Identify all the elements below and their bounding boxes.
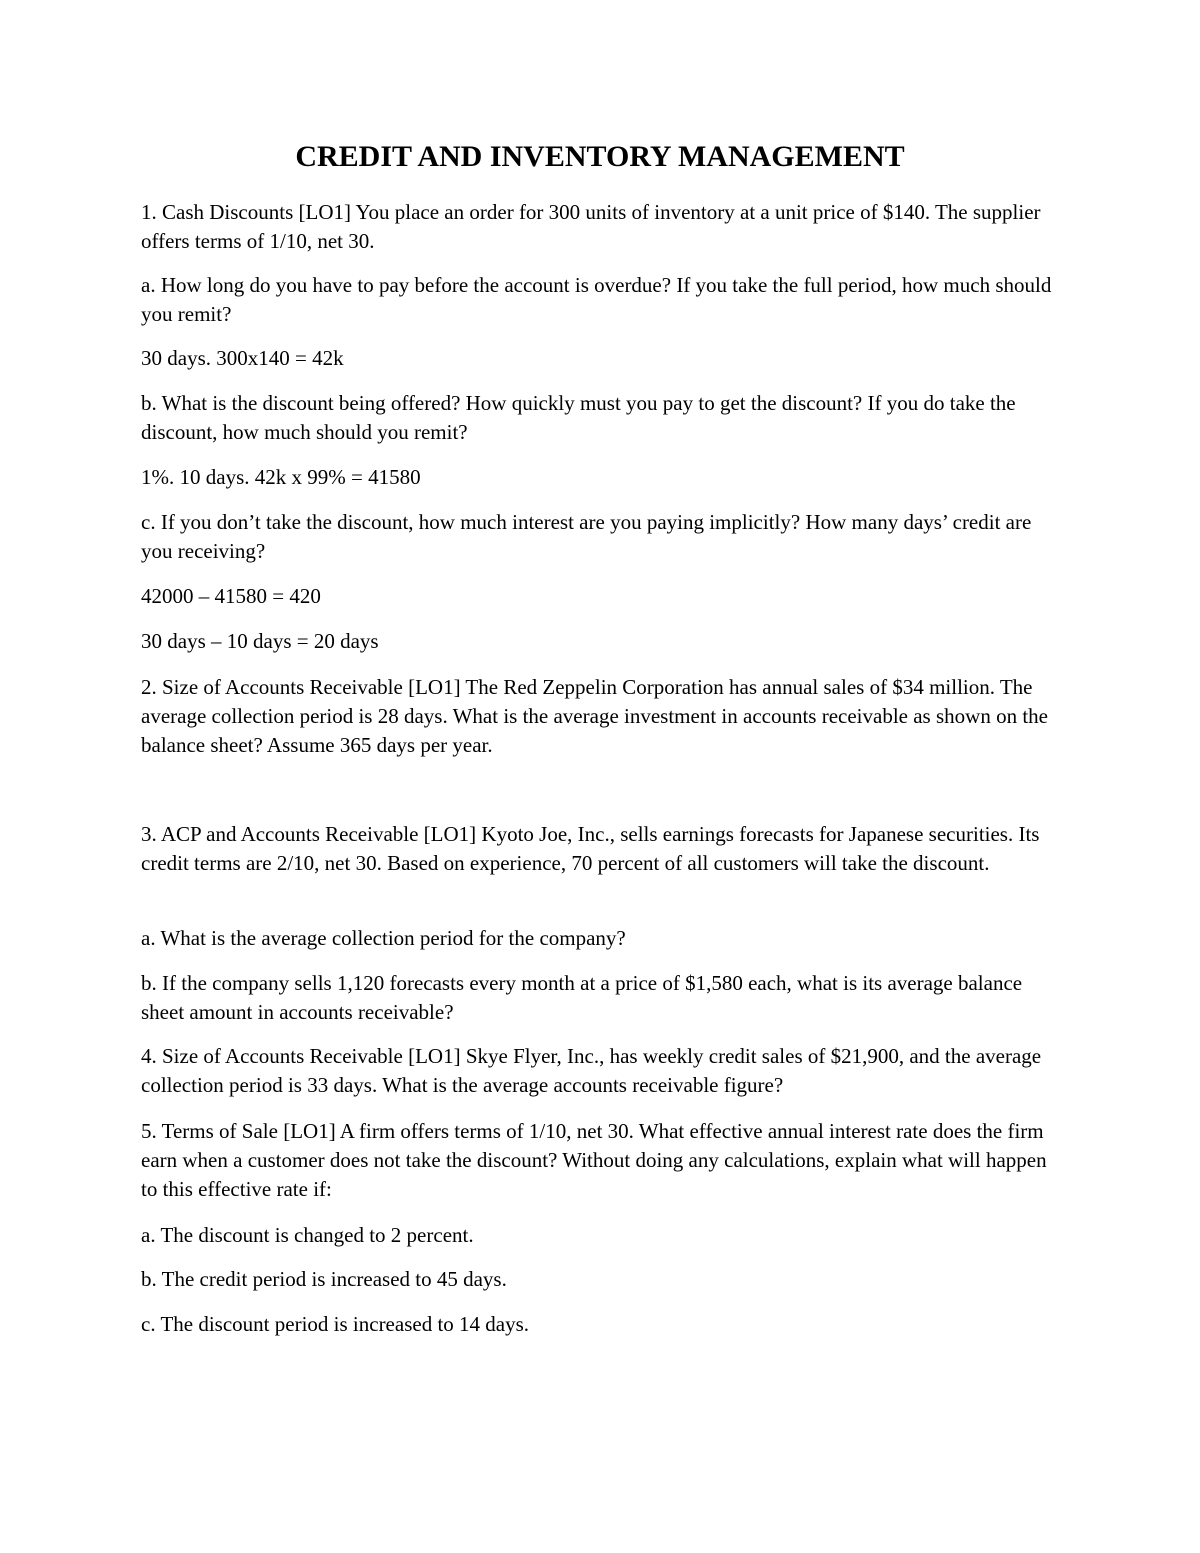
- answer-1b: 1%. 10 days. 42k x 99% = 41580: [141, 465, 421, 489]
- question-5: 5. Terms of Sale [LO1] A firm offers terms of 1/10, net 30. What effective annual interest rate does the firm earn when a customer does not take the discount? Without doing any calculations, explain what will happen to this effective rate if:: [141, 1119, 1047, 1201]
- question-3: 3. ACP and Accounts Receivable [LO1] Kyoto Joe, Inc., sells earnings forecasts for Japanese securities. Its credit terms are 2/10, net 30. Based on experience, 70 percent of all customers will take the discount.: [141, 822, 1040, 875]
- answer-1c-days: 30 days – 10 days = 20 days: [141, 629, 379, 653]
- question-5c: c. The discount period is increased to 14 days.: [141, 1312, 530, 1336]
- question-1c: c. If you don’t take the discount, how much interest are you paying implicitly? How many days’ credit are you receiving?: [141, 510, 1032, 563]
- question-3a: a. What is the average collection period for the company?: [141, 926, 626, 950]
- question-4: 4. Size of Accounts Receivable [LO1] Skye Flyer, Inc., has weekly credit sales of $21,900, and the average collection period is 33 days. What is the average accounts receivable figure?: [141, 1044, 1042, 1097]
- page-title: CREDIT AND INVENTORY MANAGEMENT: [295, 140, 905, 173]
- answer-1a: 30 days. 300x140 = 42k: [141, 346, 344, 370]
- question-1b: b. What is the discount being offered? How quickly must you pay to get the discount? If you do take the discount, how much should you remit?: [141, 391, 1016, 444]
- question-1: 1. Cash Discounts [LO1] You place an order for 300 units of inventory at a unit price of $140. The supplier offers terms of 1/10, net 30.: [141, 200, 1041, 253]
- question-2: 2. Size of Accounts Receivable [LO1] The Red Zeppelin Corporation has annual sales of $34 million. The average collection period is 28 days. What is the average investment in accounts receivable as shown on the balance sheet? Assume 365 days per year.: [141, 675, 1048, 757]
- question-5a: a. The discount is changed to 2 percent.: [141, 1223, 474, 1247]
- question-3b: b. If the company sells 1,120 forecasts every month at a price of $1,580 each, what is its average balance sheet amount in accounts receivable?: [141, 971, 1023, 1024]
- answer-1c-interest: 42000 – 41580 = 420: [141, 584, 321, 608]
- question-5b: b. The credit period is increased to 45 days.: [141, 1267, 507, 1291]
- question-1a: a. How long do you have to pay before the account is overdue? If you take the full period, how much should you remit?: [141, 273, 1052, 326]
